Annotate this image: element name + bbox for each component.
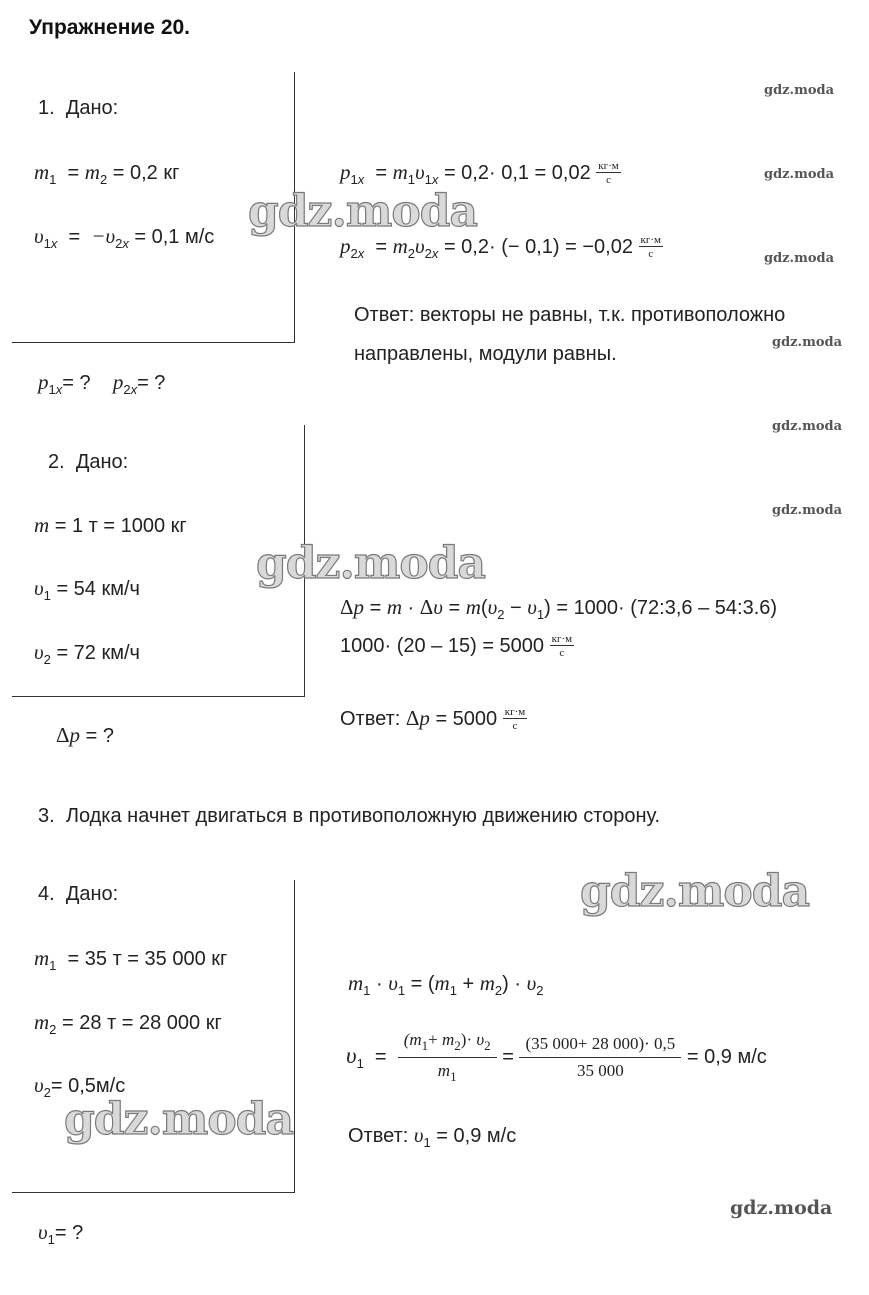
problem4-v2: $\upsilon_2= 0,5м/с$	[34, 1073, 126, 1100]
problem1-equation-p2: $p_{2x} = m_2\upsilon_{2x} = 0,2\cdot$ (− 0,1) = −0,02 $\frac{кг\cdot м}{с}$	[340, 234, 661, 261]
problem4-answer: Ответ: $\upsilon_1 = 0,9$ м/с	[348, 1123, 517, 1150]
problem2-mass: m = 1 т = 1000 кг	[34, 513, 187, 537]
problem2-find: Δp = ?	[56, 723, 114, 747]
page-title: Упражнение 20.	[29, 16, 191, 39]
watermark-large: gdz.moda	[64, 1094, 294, 1145]
problem1-answer-line1: Ответ: векторы не равны, т.к. противоположно	[354, 304, 786, 326]
watermark-small: gdz.moda	[730, 1197, 833, 1219]
watermark-small: gdz.moda	[772, 419, 843, 434]
problem2-v2: $\upsilon_2 = 72$ км/ч	[34, 640, 140, 667]
problem2-equation: $\Delta p = m \cdot \Delta\upsilon = m(\upsilon_2 - \upsilon_1) = 1000\cdot$ (72:3,6 – 54:3.6)	[340, 595, 778, 622]
watermark-large: gdz.moda	[248, 186, 478, 237]
problem2-calculation: 1000· (20 – 15) = 5000 $\frac{кг\cdot м}{с}$	[340, 633, 573, 659]
problem4-equation: $m_1 \cdot \upsilon_1 = (m_1 + m_2) \cdot \upsilon_2$	[348, 971, 544, 998]
unit-fraction: $\frac{кг\cdot м}{с}$	[551, 633, 573, 659]
problem4-m2: $m_2 = 28$ т = 28 000 кг	[34, 1010, 222, 1037]
watermark-small: gdz.moda	[772, 335, 843, 350]
watermark-small: gdz.moda	[772, 503, 843, 518]
solution-fraction-symbolic: $\frac{(m_1+ m_2)\cdot \upsilon_2}{m_1}$	[398, 1030, 497, 1085]
problem1-answer-line2: направлены, модули равны.	[354, 343, 617, 365]
problem4-divider-vertical	[294, 880, 295, 1192]
problem1-equation-p1: $p_{1x} = m_1\upsilon_{1x} = 0,2\cdot 0,1 = 0,02$ $\frac{кг\cdot м}{с}$	[340, 160, 619, 187]
problem4-m1: $m_1 = 35$ т = 35 000 кг	[34, 946, 228, 973]
watermark-large: gdz.moda	[256, 538, 486, 589]
problem1-given-label: 1. Дано:	[38, 97, 119, 119]
unit-fraction: $\frac{кг\cdot м}{с}$	[640, 234, 661, 261]
problem4-given-label: 4. Дано:	[38, 883, 119, 905]
solution-fraction-numeric: $\frac{(35 000+ 28 000)\cdot 0,5}{35 000}$	[519, 1034, 681, 1081]
problem1-divider-horizontal	[12, 342, 295, 343]
problem1-find: $p_{1x}=$ ? $p_{2x}=$ ?	[38, 370, 166, 397]
unit-fraction: $\frac{кг\cdot м}{с}$	[504, 706, 526, 733]
watermark-small: gdz.moda	[764, 83, 835, 98]
problem1-velocity: $\upsilon_{1x} = -\upsilon_{2x} = 0,1$ м/с	[34, 224, 215, 251]
problem4-divider-horizontal	[12, 1192, 295, 1193]
unit-fraction: $\frac{кг\cdot м}{с}$	[598, 160, 619, 187]
problem4-solution: $\upsilon_1$ = $\frac{(m_1+ m_2)\cdot \upsilon_2}{m_1}$ = $\frac{(35 000+ 28 000)\cdot 0,5}{35 000}$ = 0,9 м/с	[346, 1030, 767, 1084]
problem4-find: $\upsilon_1=$ ?	[38, 1220, 84, 1247]
problem2-divider-horizontal	[12, 696, 305, 697]
problem2-v1: $\upsilon_1 = 54$ км/ч	[34, 576, 140, 603]
watermark-small: gdz.moda	[764, 251, 835, 266]
problem2-answer: Ответ: Δp = 5000 $\frac{кг\cdot м}{с}$	[340, 706, 526, 733]
watermark-large: gdz.moda	[580, 866, 810, 917]
watermark-small: gdz.moda	[764, 167, 835, 182]
problem1-mass: $m_1 = m_2 = 0,2$ кг	[34, 160, 180, 187]
problem2-given-label: 2. Дано:	[48, 451, 129, 473]
problem3-text: 3. Лодка начнет двигаться в противоположную движению сторону.	[38, 805, 661, 827]
